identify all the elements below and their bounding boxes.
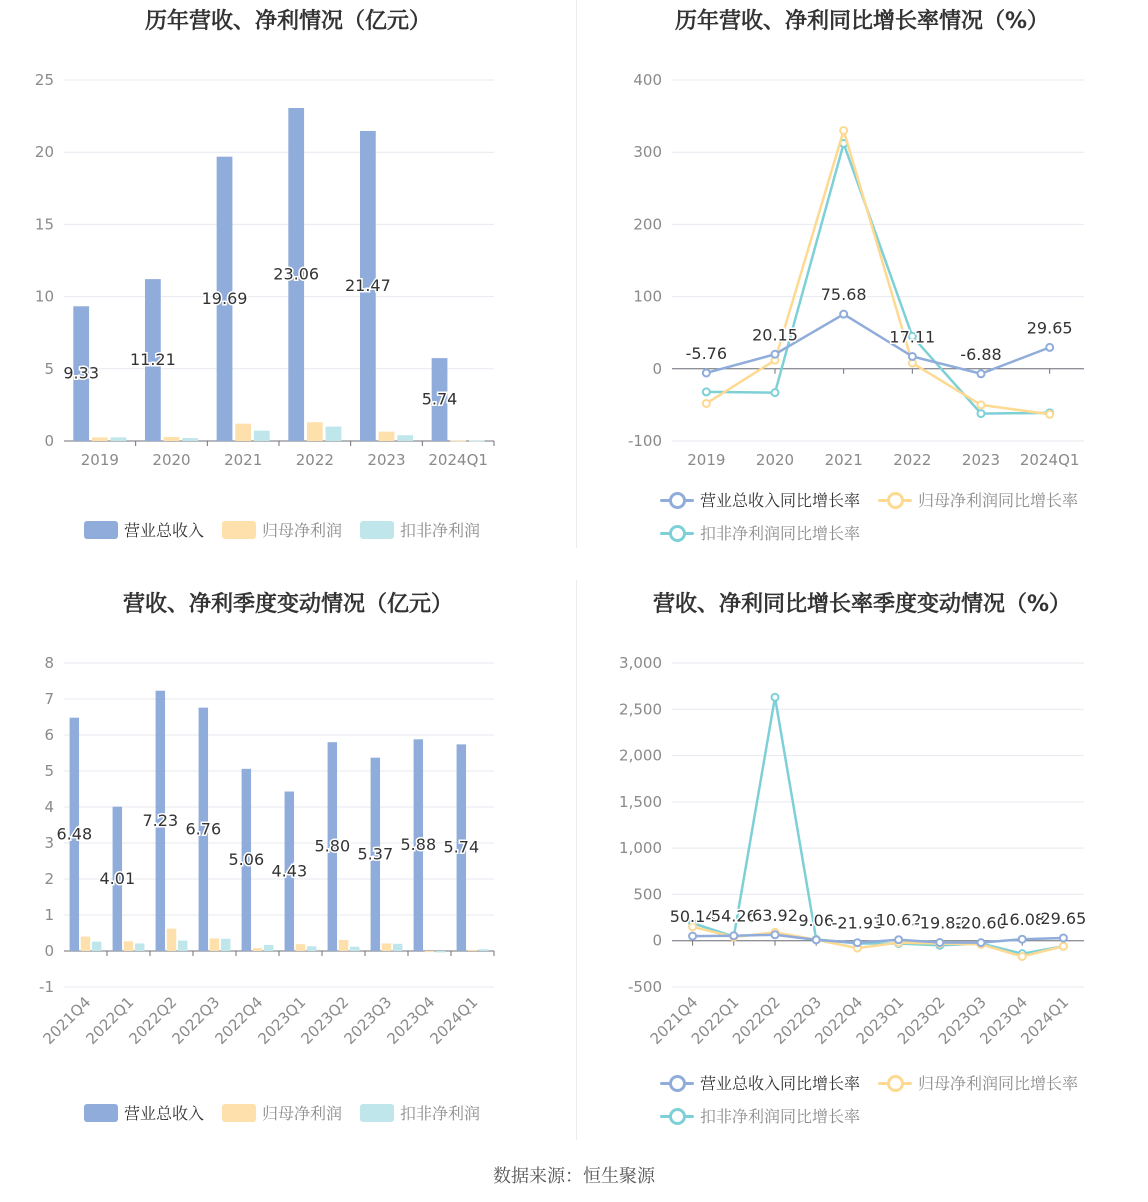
legend-swatch (84, 521, 118, 539)
data-label: 50.14 (669, 907, 716, 927)
bar (264, 945, 273, 951)
legend-label: 扣非净利润 (400, 521, 481, 540)
bar (326, 427, 342, 441)
bar (164, 437, 180, 441)
y-tick-label: 0 (652, 359, 662, 378)
bar (210, 938, 219, 951)
x-tick-label: 2022Q2 (125, 993, 181, 1048)
data-point (772, 351, 779, 358)
x-tick-label: 2023Q1 (852, 993, 908, 1048)
data-point (909, 353, 916, 360)
y-tick-label: 300 (633, 143, 662, 162)
chart-plot (0, 583, 576, 1073)
bar (111, 437, 127, 441)
data-label: 4.01 (99, 868, 136, 888)
legend-label: 归母净利润同比增长率 (918, 1074, 1079, 1093)
y-tick-label: 10 (34, 287, 54, 306)
legend-label: 归母净利润同比增长率 (918, 491, 1079, 510)
data-point (689, 933, 696, 940)
data-label: 29.65 (1040, 908, 1087, 928)
chart-legend (660, 1071, 1100, 1127)
data-point (1019, 953, 1026, 960)
data-label: 20.15 (752, 325, 798, 345)
y-tick-label: 4 (44, 798, 54, 816)
data-label: 4.43 (271, 861, 308, 881)
bar (397, 435, 413, 441)
legend-label: 扣非净利润同比增长率 (700, 1107, 861, 1126)
bar (350, 947, 359, 951)
series-line (693, 935, 1064, 943)
x-tick-label: 2022Q4 (811, 993, 867, 1048)
bar (307, 946, 316, 951)
data-point (854, 939, 861, 946)
y-tick-label: 5 (44, 359, 54, 378)
data-point (1046, 411, 1053, 418)
y-tick-label: 2,500 (619, 700, 662, 719)
bar (379, 432, 395, 441)
data-label: 10.62 (875, 910, 922, 930)
data-point (1060, 943, 1067, 950)
x-tick-label: 2024Q1 (1017, 993, 1073, 1048)
data-label: 11.21 (129, 350, 176, 370)
bar (425, 951, 434, 952)
legend-item[interactable] (660, 488, 860, 511)
y-tick-label: 2,000 (619, 746, 662, 765)
y-tick-label: 0 (652, 931, 662, 950)
bar (81, 937, 90, 951)
data-label: 23.06 (273, 264, 320, 284)
data-point (703, 400, 710, 407)
data-point (895, 936, 902, 943)
legend-item[interactable] (660, 521, 860, 544)
data-label: 6.76 (185, 819, 222, 839)
y-tick-label: 2 (44, 870, 54, 888)
chart-legend (660, 488, 1100, 544)
bar (479, 949, 488, 951)
x-tick-label: 2020 (152, 451, 191, 469)
chart-plot (576, 583, 1148, 1073)
bar (393, 944, 402, 951)
legend-swatch (360, 1104, 394, 1122)
legend-item[interactable] (84, 1101, 204, 1124)
x-tick-label: 2019 (687, 451, 726, 469)
chart-plot (0, 0, 576, 490)
data-point (772, 694, 779, 701)
data-point (772, 931, 779, 938)
data-label: 21.47 (344, 275, 391, 295)
x-tick-label: 2023Q4 (976, 993, 1032, 1048)
x-tick-label: 2022Q1 (687, 993, 743, 1048)
annual-growth-rate-chart (576, 0, 1148, 560)
bar (307, 422, 323, 441)
legend-item[interactable] (660, 1104, 860, 1127)
data-label: 9.33 (63, 363, 100, 383)
legend-swatch (660, 524, 694, 542)
bar (450, 441, 466, 442)
series-line (706, 144, 1049, 414)
chart-title: 历年营收、净利情况（亿元） (144, 9, 431, 34)
bar (92, 437, 108, 441)
legend-label: 扣非净利润同比增长率 (700, 524, 861, 543)
chart-legend (84, 518, 524, 541)
legend-item[interactable] (222, 518, 342, 541)
data-label: 5.06 (228, 849, 265, 869)
x-tick-label: 2023 (961, 451, 1001, 469)
x-tick-label: 2024Q1 (1019, 451, 1080, 469)
x-tick-label: 2022Q2 (729, 993, 784, 1048)
y-tick-label: 6 (44, 726, 54, 744)
series-line (706, 131, 1049, 415)
legend-swatch (660, 1107, 694, 1125)
x-tick-label: 2023Q4 (383, 993, 439, 1048)
data-label: 75.68 (820, 285, 867, 305)
y-tick-label: 100 (633, 287, 662, 306)
x-tick-label: 2021Q4 (646, 993, 702, 1048)
data-label: 54.26 (710, 906, 757, 926)
x-tick-label: 2023Q3 (340, 993, 396, 1048)
x-tick-label: 2019 (80, 451, 119, 469)
legend-swatch (360, 521, 394, 539)
y-tick-label: -1 (39, 978, 54, 996)
y-tick-label: 3,000 (619, 654, 662, 672)
y-tick-label: 1,500 (619, 792, 662, 811)
data-label: 9.06 (798, 910, 835, 930)
chart-legend (84, 1101, 524, 1124)
data-label: -5.76 (685, 343, 728, 363)
data-point (978, 939, 985, 946)
legend-label: 归母净利润 (262, 521, 343, 540)
x-tick-label: 2023Q1 (254, 993, 310, 1048)
y-tick-label: 1 (44, 906, 54, 924)
data-source-note: 数据来源：恒生聚源 (493, 1166, 655, 1187)
data-point (1060, 934, 1067, 941)
x-tick-label: 2022 (893, 451, 932, 469)
x-tick-label: 2023 (367, 451, 406, 469)
y-tick-label: 25 (34, 71, 54, 89)
legend-item[interactable] (878, 488, 1078, 511)
data-label: -20.60 (955, 913, 1007, 933)
bar (167, 929, 176, 951)
data-point (703, 369, 710, 376)
y-tick-label: 15 (34, 215, 54, 234)
x-tick-label: 2022Q3 (168, 993, 224, 1048)
data-label: -21.93 (831, 913, 884, 933)
data-label: -6.88 (960, 344, 1002, 364)
y-tick-label: 20 (34, 143, 54, 162)
bar (253, 948, 262, 951)
quarterly-growth-rate-chart (576, 583, 1148, 1143)
data-point (1019, 936, 1026, 943)
x-tick-label: 2022Q4 (211, 993, 267, 1048)
annual-revenue-profit-chart (0, 0, 576, 560)
data-point (936, 939, 943, 946)
x-tick-label: 2021Q4 (39, 993, 95, 1048)
bar (469, 441, 485, 442)
quarterly-revenue-profit-chart (0, 583, 576, 1143)
legend-label: 归母净利润 (262, 1104, 343, 1123)
bar (178, 941, 187, 951)
bar (221, 939, 230, 951)
legend-label: 扣非净利润 (400, 1104, 481, 1123)
legend-item[interactable] (360, 1101, 480, 1124)
bar (296, 944, 305, 951)
data-point (813, 936, 820, 943)
data-label: 63.92 (752, 905, 798, 925)
data-label: 5.88 (400, 835, 437, 855)
x-tick-label: 2022Q1 (82, 993, 138, 1048)
legend-swatch (878, 1074, 912, 1092)
legend-label: 营业总收入 (124, 1104, 205, 1123)
data-label: -19.82 (914, 913, 966, 933)
data-point (840, 311, 847, 318)
y-tick-label: 7 (44, 690, 54, 708)
data-label: 5.74 (443, 837, 480, 857)
legend-label: 营业总收入同比增长率 (700, 491, 861, 510)
chart-title: 营收、净利同比增长率季度变动情况（%） (652, 592, 1072, 617)
y-tick-label: -100 (627, 432, 662, 450)
data-label: 29.65 (1026, 318, 1073, 338)
x-tick-label: 2020 (755, 451, 795, 469)
data-point (978, 410, 985, 417)
bar (254, 431, 270, 441)
legend-swatch (660, 1074, 694, 1092)
x-tick-label: 2022 (295, 451, 334, 469)
legend-item[interactable] (660, 1071, 860, 1094)
x-tick-label: 2021 (224, 451, 263, 469)
legend-label: 营业总收入同比增长率 (700, 1074, 861, 1093)
data-label: 6.48 (56, 824, 93, 844)
data-point (772, 389, 779, 396)
data-label: 5.37 (357, 844, 394, 864)
bar (182, 438, 198, 441)
data-point (1046, 344, 1053, 351)
bar (235, 424, 251, 441)
data-label: 7.23 (142, 810, 179, 830)
data-point (840, 127, 847, 134)
x-tick-label: 2022Q3 (770, 993, 826, 1048)
x-tick-label: 2024Q1 (426, 993, 482, 1048)
x-tick-label: 2023Q2 (297, 993, 353, 1048)
y-tick-label: 1,000 (619, 839, 662, 858)
bar (124, 941, 133, 951)
bar (135, 943, 144, 951)
data-point (703, 388, 710, 395)
legend-swatch (222, 1104, 256, 1122)
legend-item[interactable] (878, 1071, 1078, 1094)
legend-swatch (660, 491, 694, 509)
y-tick-label: -500 (627, 978, 662, 996)
bar (92, 942, 101, 951)
y-tick-label: 500 (633, 885, 662, 904)
chart-plot (576, 0, 1148, 490)
bar (436, 951, 445, 952)
legend-swatch (222, 521, 256, 539)
legend-item[interactable] (222, 1101, 342, 1124)
y-tick-label: 5 (44, 762, 54, 780)
legend-label: 营业总收入 (124, 521, 205, 540)
y-tick-label: 8 (44, 654, 54, 672)
legend-swatch (84, 1104, 118, 1122)
x-tick-label: 2021 (824, 451, 863, 469)
bar (468, 950, 477, 951)
y-tick-label: 0 (44, 942, 54, 960)
chart-title: 营收、净利季度变动情况（亿元） (122, 592, 453, 617)
data-point (730, 932, 737, 939)
bar (382, 943, 391, 951)
chart-title: 历年营收、净利同比增长率情况（%） (674, 9, 1050, 34)
data-label: 5.80 (314, 836, 351, 856)
x-tick-label: 2023Q3 (935, 993, 990, 1048)
bar (339, 940, 348, 951)
legend-item[interactable] (84, 518, 204, 541)
data-label: 16.08 (999, 910, 1046, 930)
data-label: 19.69 (201, 288, 248, 308)
y-tick-label: 400 (633, 71, 662, 89)
y-tick-label: 200 (633, 215, 662, 234)
legend-item[interactable] (360, 518, 480, 541)
x-tick-label: 2023Q2 (893, 993, 949, 1048)
legend-swatch (878, 491, 912, 509)
data-point (978, 401, 985, 408)
data-label: 5.74 (421, 389, 458, 409)
data-label: 17.11 (889, 327, 936, 347)
data-point (978, 370, 985, 377)
x-tick-label: 2024Q1 (428, 451, 488, 469)
y-tick-label: 0 (44, 432, 54, 450)
y-tick-label: 3 (44, 834, 54, 852)
